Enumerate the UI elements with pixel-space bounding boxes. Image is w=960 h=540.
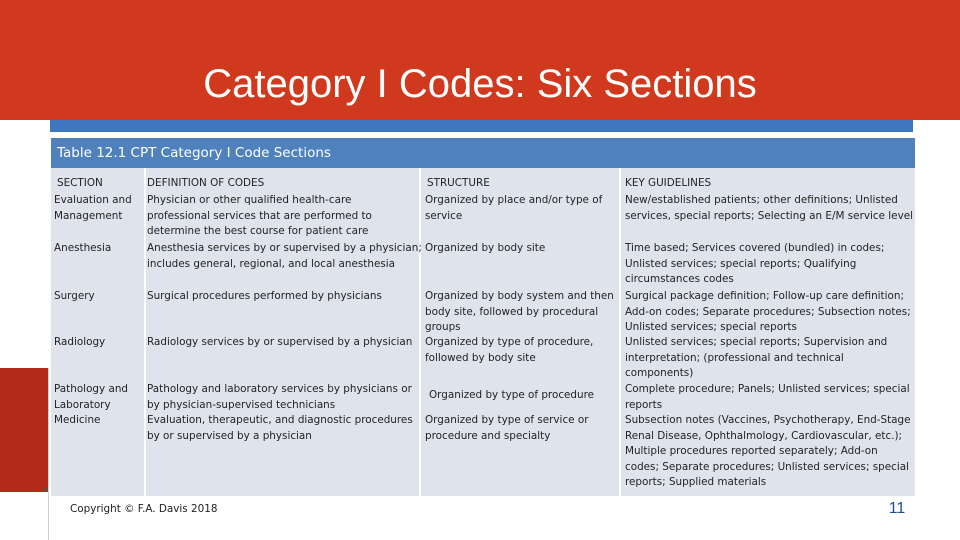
header-structure: STRUCTURE <box>427 177 490 189</box>
structure-cell: Organized by body site <box>425 242 546 254</box>
left-accent-block <box>0 368 48 492</box>
section-cell: Evaluation and Management <box>54 194 132 222</box>
definition-cell: Surgical procedures performed by physicians <box>147 290 382 302</box>
guideline-cell: Unlisted services; special reports; Supervision and interpretation; (professional and technical components) <box>625 336 888 380</box>
section-cell: Anesthesia <box>54 242 112 254</box>
guideline-cell: Complete procedure; Panels; Unlisted services; special reports <box>625 383 910 411</box>
definition-cell: Anesthesia services by or supervised by a physician; includes general, regional, and local anesthesia <box>147 242 422 270</box>
header-definition: DEFINITION OF CODES <box>147 177 265 189</box>
definition-cell: Pathology and laboratory services by physicians or by physician-supervised technicians <box>147 383 412 411</box>
table-caption: Table 12.1 CPT Category I Code Sections <box>51 138 915 168</box>
section-cell: Medicine <box>54 414 101 426</box>
structure-cell: Organized by place and/or type of service <box>425 194 603 222</box>
copyright-notice: Copyright © F.A. Davis 2018 <box>70 503 218 515</box>
section-cell: Surgery <box>54 290 95 302</box>
guideline-cell: Surgical package definition; Follow-up care definition; Add-on codes; Separate procedures; Subsection notes; Unlisted services; special reports <box>625 290 911 334</box>
column-divider <box>619 168 621 496</box>
structure-cell: Organized by type of procedure, followed by body site <box>425 336 594 364</box>
column-divider <box>419 168 421 496</box>
definition-cell: Evaluation, therapeutic, and diagnostic procedures by or supervised by a physician <box>147 414 413 442</box>
definition-cell: Physician or other qualified health-care professional services that are performed to determine the best course for patient care <box>147 194 372 238</box>
header-guidelines: KEY GUIDELINES <box>625 177 712 189</box>
cpt-sections-table <box>51 138 915 496</box>
left-accent-line <box>48 368 49 540</box>
slide-title: Category I Codes: Six Sections <box>203 62 757 106</box>
guideline-cell: Subsection notes (Vaccines, Psychotherapy, End-Stage Renal Disease, Ophthalmology, Cardiovascular, etc.); Multiple procedures reported separately; Add-on codes; Separate procedures; Unlisted services; special reports; Supplied materials <box>625 414 911 489</box>
structure-cell: Organized by type of service or procedure and specialty <box>425 414 589 442</box>
header-section: SECTION <box>57 177 103 189</box>
section-cell: Radiology <box>54 336 106 348</box>
structure-cell: Organized by body system and then body site, followed by procedural groups <box>425 290 614 334</box>
definition-cell: Radiology services by or supervised by a physician <box>147 336 413 348</box>
page-number: 11 <box>888 500 906 517</box>
guideline-cell: New/established patients; other definitions; Unlisted services, special reports; Selecting an E/M service level <box>625 194 913 222</box>
accent-bar <box>50 120 913 132</box>
decorative-dot <box>44 488 47 491</box>
structure-cell: Organized by type of procedure <box>429 389 595 401</box>
section-cell: Pathology and Laboratory <box>54 383 129 411</box>
column-divider <box>144 168 146 496</box>
guideline-cell: Time based; Services covered (bundled) in codes; Unlisted services; special reports; Qualifying circumstances codes <box>625 242 885 286</box>
